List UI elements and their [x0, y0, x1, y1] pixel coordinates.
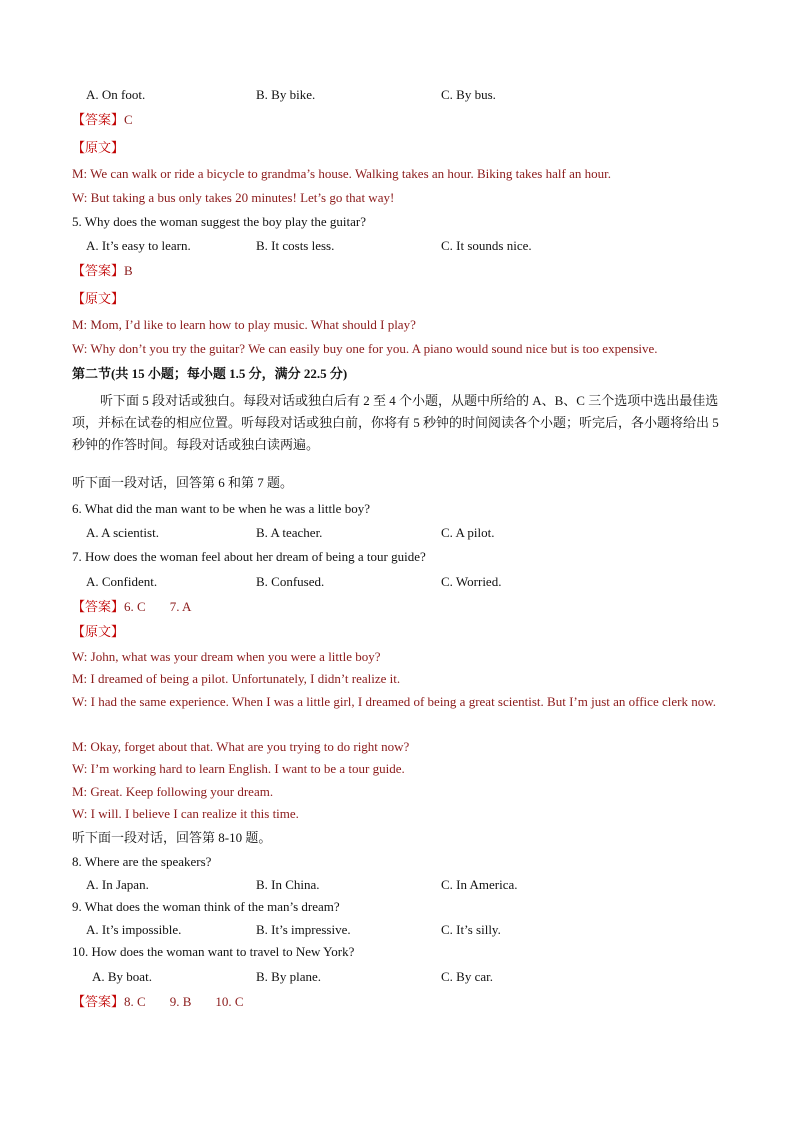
q4-option-b: B. By bike. — [256, 87, 316, 102]
transcript-line: M: Okay, forget about that. What are you trying to do right now? — [72, 739, 410, 754]
transcript-line: W: I’m working hard to learn English. I want to be a tour guide. — [72, 761, 405, 776]
q8-option-b: B. In China. — [256, 877, 320, 892]
q5-option-a: A. It’s easy to learn. — [86, 238, 191, 253]
answer-value: 10. C — [215, 994, 244, 1009]
q4-options — [72, 86, 732, 104]
answer-value: 9. B — [169, 994, 192, 1009]
q10-option-c: C. By car. — [441, 969, 493, 984]
q5-answer — [72, 262, 133, 280]
transcript-tag: 【原文】 — [72, 140, 125, 155]
q8-options — [72, 876, 732, 894]
transcript-line: W: But taking a bus only takes 20 minutes! Let’s go that way! — [72, 190, 395, 205]
question-7: 7. How does the woman feel about her dream of being a tour guide? — [72, 549, 426, 564]
transcript-line: W: John, what was your dream when you were a little boy? — [72, 649, 381, 664]
section-heading: 第二节(共 15 小题；每小题 1.5 分，满分 22.5 分) — [72, 366, 348, 381]
question-5: 5. Why does the woman suggest the boy play the guitar? — [72, 214, 367, 229]
answer-tag: 【答案】 — [72, 263, 125, 278]
transcript-line: M: I dreamed of being a pilot. Unfortunately, I didn’t realize it. — [72, 671, 401, 686]
question-9: 9. What does the woman think of the man’s dream? — [72, 899, 340, 914]
q10-option-a: A. By boat. — [92, 969, 152, 984]
q6-options — [72, 524, 732, 542]
transcript-line: M: Great. Keep following your dream. — [72, 784, 274, 799]
transcript-line: M: We can walk or ride a bicycle to grandma’s house. Walking takes an hour. Biking takes half an hour. — [72, 166, 611, 181]
q5-options — [72, 237, 732, 255]
q8-option-c: C. In America. — [441, 877, 518, 892]
answer-value: B — [124, 263, 133, 278]
q7-option-a: A. Confident. — [86, 574, 158, 589]
transcript-tag: 【原文】 — [72, 291, 125, 306]
q8-q10-answer — [72, 993, 244, 1011]
q9-option-b: B. It’s impressive. — [256, 922, 351, 937]
q4-option-a: A. On foot. — [86, 87, 146, 102]
group-instruction: 听下面一段对话，回答第 8-10 题。 — [72, 830, 272, 845]
group-instruction: 听下面一段对话，回答第 6 和第 7 题。 — [72, 475, 294, 490]
answer-tag: 【答案】 — [72, 599, 125, 614]
question-6: 6. What did the man want to be when he was a little boy? — [72, 501, 370, 516]
q6-option-a: A. A scientist. — [86, 525, 159, 540]
answer-value: C — [124, 112, 133, 127]
q9-options — [72, 921, 732, 939]
transcript-line: W: Why don’t you try the guitar? We can easily buy one for you. A piano would sound nice but is too expensive. — [72, 341, 658, 356]
q5-option-c: C. It sounds nice. — [441, 238, 532, 253]
answer-tag: 【答案】 — [72, 994, 125, 1009]
q7-option-b: B. Confused. — [256, 574, 325, 589]
q6-q7-answer — [72, 598, 191, 616]
q8-option-a: A. In Japan. — [86, 877, 149, 892]
transcript-line: W: I will. I believe I can realize it this time. — [72, 806, 299, 821]
transcript-line: W: I had the same experience. When I was a little girl, I dreamed of being a great scientist. But I’m just an office clerk now. — [72, 694, 716, 709]
q7-options — [72, 573, 732, 591]
q4-option-c: C. By bus. — [441, 87, 496, 102]
transcript-tag: 【原文】 — [72, 624, 125, 639]
q10-options — [72, 968, 732, 986]
q5-option-b: B. It costs less. — [256, 238, 335, 253]
answer-value: 8. C — [124, 994, 146, 1009]
q10-option-b: B. By plane. — [256, 969, 321, 984]
answer-tag: 【答案】 — [72, 112, 125, 127]
section-instructions: 听下面 5 段对话或独白。每段对话或独白后有 2 至 4 个小题，从题中所给的 A、B、C 三个选项中选出最佳选项，并标在试卷的相应位置。听每段对话或独白前，你将有 5 秒钟的时间阅读各个小题；听完后，各小题将给出 5 秒钟的作答时间。每段对话或独白读两遍。 — [72, 393, 719, 452]
q9-option-c: C. It’s silly. — [441, 922, 501, 937]
answer-value: 6. C — [124, 599, 146, 614]
question-10: 10. How does the woman want to travel to New York? — [72, 944, 355, 959]
q6-option-b: B. A teacher. — [256, 525, 323, 540]
q7-option-c: C. Worried. — [441, 574, 502, 589]
q4-answer — [72, 111, 133, 129]
q9-option-a: A. It’s impossible. — [86, 922, 182, 937]
transcript-line: M: Mom, I’d like to learn how to play music. What should I play? — [72, 317, 416, 332]
q6-option-c: C. A pilot. — [441, 525, 495, 540]
answer-value: 7. A — [169, 599, 192, 614]
question-8: 8. Where are the speakers? — [72, 854, 212, 869]
